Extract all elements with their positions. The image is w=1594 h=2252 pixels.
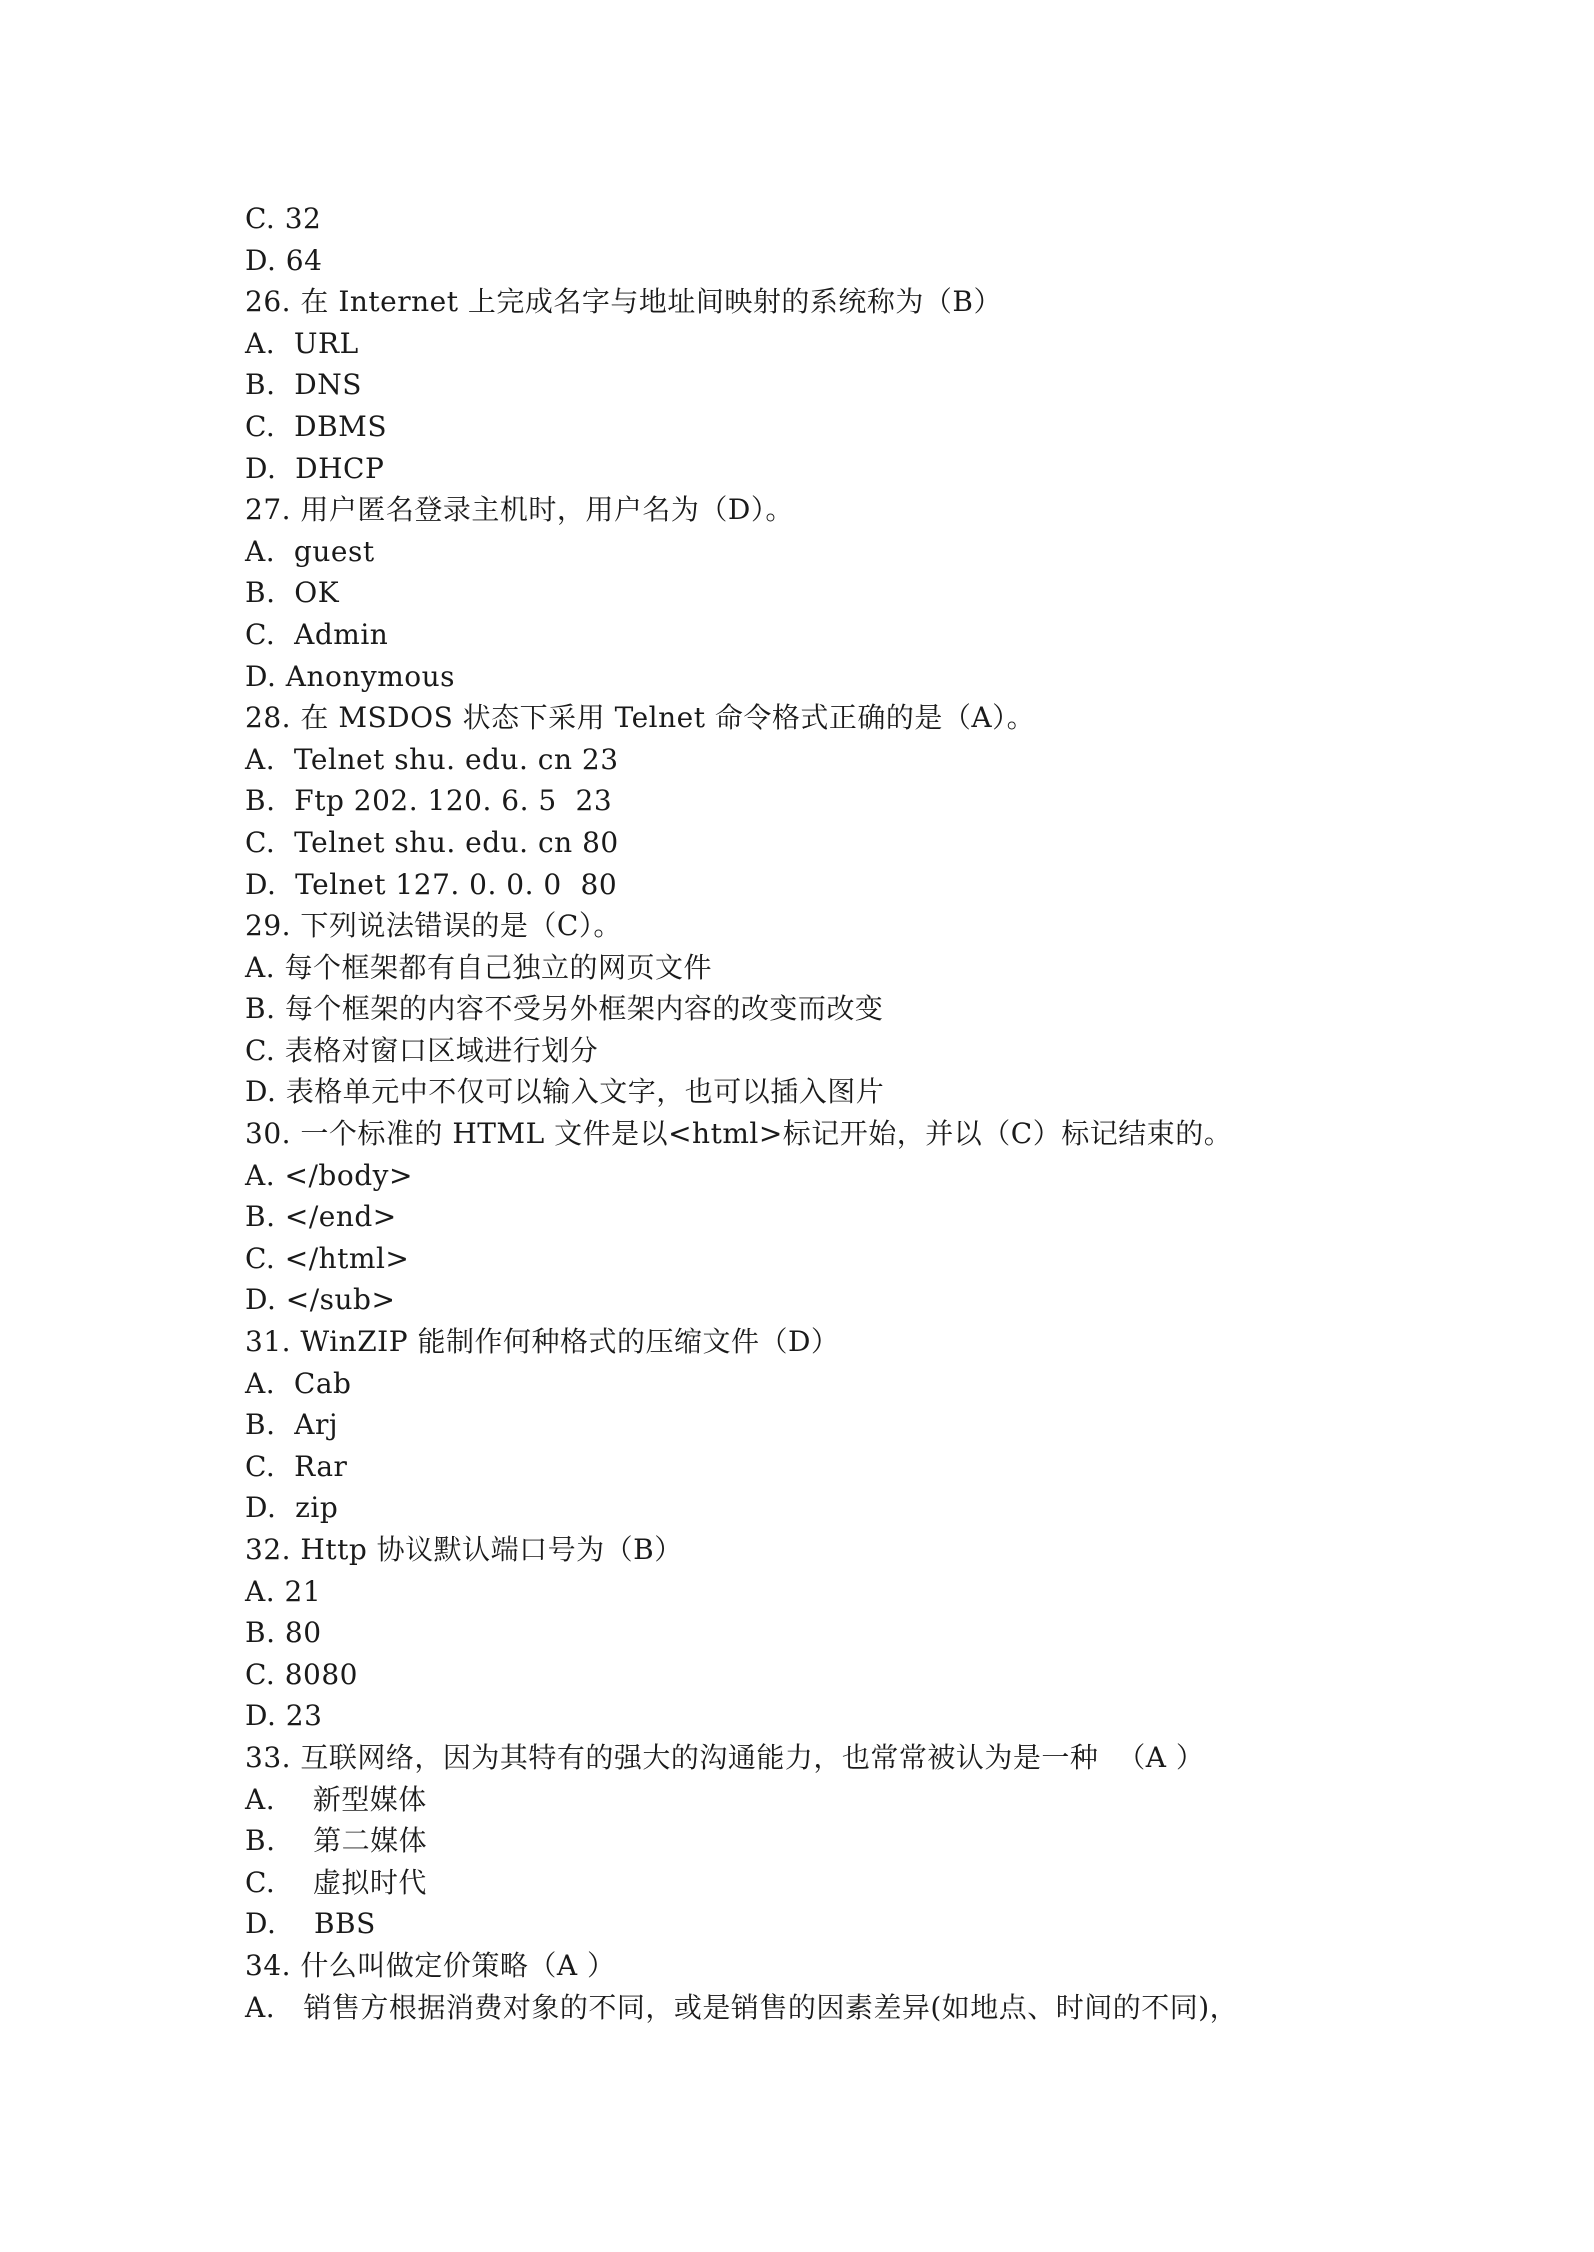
answer-option: D. zip: [245, 1491, 339, 1525]
answer-option: A. 新型媒体: [245, 1782, 427, 1816]
answer-option: D. Telnet 127. 0. 0. 0 80: [245, 867, 618, 901]
question-stem: 27. 用户匿名登录主机时，用户名为（D）。: [245, 493, 794, 527]
question-stem: 31. WinZIP 能制作何种格式的压缩文件（D）: [245, 1325, 840, 1359]
question-stem: 32. Http 协议默认端口号为（B）: [245, 1533, 683, 1566]
answer-option: D. 23: [245, 1699, 323, 1733]
question-stem: 33. 互联网络，因为其特有的强大的沟通能力，也常常被认为是一种 （A ）: [245, 1740, 1205, 1774]
answer-option: D. </sub>: [245, 1283, 396, 1317]
answer-option: A. 销售方根据消费对象的不同，或是销售的因素差异(如地点、时间的不同)，: [245, 1990, 1239, 2024]
answer-option: B. OK: [245, 576, 340, 610]
answer-option: B. 80: [245, 1616, 322, 1650]
answer-option: D. DHCP: [245, 451, 385, 485]
answer-option: C. Rar: [245, 1449, 348, 1483]
answer-option: C. </html>: [245, 1241, 410, 1275]
answer-option: A. guest: [245, 534, 375, 568]
answer-option: A. Cab: [245, 1366, 352, 1400]
answer-option: B. 每个框架的内容不受另外框架内容的改变而改变: [245, 992, 884, 1026]
answer-option: D. BBS: [245, 1907, 376, 1941]
question-stem: 26. 在 Internet 上完成名字与地址间映射的系统称为（B）: [245, 285, 1002, 319]
answer-option: C. 表格对窗口区域进行划分: [245, 1033, 599, 1067]
answer-option: D. 64: [245, 243, 323, 277]
answer-option: A. </body>: [245, 1158, 413, 1192]
answer-option: A. 每个框架都有自己独立的网页文件: [245, 950, 713, 984]
answer-option: D. 表格单元中不仅可以输入文字，也可以插入图片: [245, 1075, 885, 1109]
answer-option: B. 第二媒体: [245, 1824, 428, 1858]
question-stem: 30. 一个标准的 HTML 文件是以<html>标记开始，并以（C）标记结束的。: [245, 1117, 1233, 1151]
answer-option: C. 8080: [245, 1657, 358, 1691]
answer-option: C. Admin: [245, 617, 389, 651]
answer-option: C. 虚拟时代: [245, 1865, 427, 1899]
answer-option: B. DNS: [245, 368, 362, 402]
answer-option: D. Anonymous: [245, 659, 456, 693]
answer-option: C. Telnet shu. edu. cn 80: [245, 825, 619, 859]
answer-option: B. </end>: [245, 1200, 397, 1234]
answer-option: A. URL: [245, 326, 359, 360]
answer-option: A. Telnet shu. edu. cn 23: [245, 742, 619, 776]
question-stem: 34. 什么叫做定价策略（A ）: [245, 1948, 616, 1982]
question-stem: 28. 在 MSDOS 状态下采用 Telnet 命令格式正确的是（A）。: [245, 701, 1036, 735]
answer-option: C. 32: [245, 202, 322, 235]
answer-option: B. Arj: [245, 1408, 339, 1442]
question-list: [245, 198, 1485, 2028]
question-stem: 29. 下列说法错误的是（C）。: [245, 909, 622, 943]
answer-option: C. DBMS: [245, 409, 388, 443]
answer-option: B. Ftp 202. 120. 6. 5 23: [245, 784, 613, 818]
answer-option: A. 21: [245, 1574, 322, 1608]
